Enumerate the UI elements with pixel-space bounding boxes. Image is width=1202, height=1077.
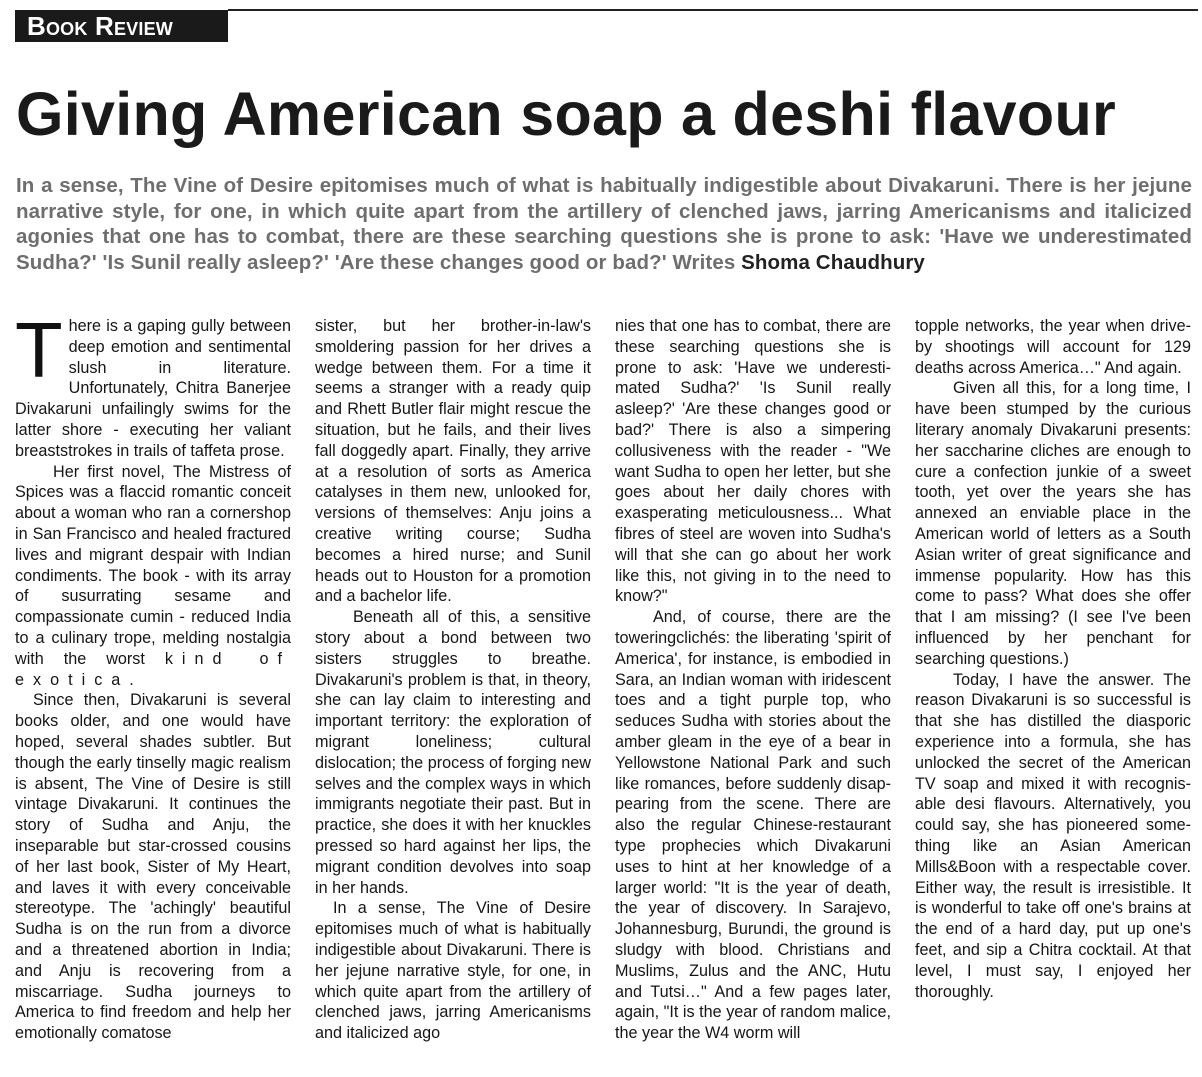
paragraph-5: Beneath all of this, a sensitive story about a bond between two sisters struggles to breathe. Divakaruni's problem is that, in theory, she can lay claim to interesting and important territory: the exploration of migrant loneliness; cultural dislocation; the process of forging new selves and the complex ways in which immigrants negotiate their past. But in practice, she does it with her knuckles pressed so hard against her lips, the migrant condition devolves into soap in her hands. <box>315 608 591 897</box>
paragraph-10: Given all this, for a long time, I have been stumped by the curious literary anomaly Divakaruni presents: her saccharine cliches are enough to cure a confection junkie of a sweet tooth, yet over the years she has annexed an enviable place in the American world of letters as a South Asian writer of great significance and immense popularity. How has this come to pass? What does she offer that I am missing? (I see I've been influenced by her penchant for searching questions.) <box>915 379 1191 668</box>
paragraph-1 <box>15 306 291 462</box>
column-4 <box>915 316 1191 1002</box>
paragraph-8: And, of course, there are the toweringclichés: the liberating 'spirit of America', for instance, is embodied in Sara, an Indian woman with iridescent toes and a tight purple top, who seduces Sudha with stories about the amber gleam in the eye of a bear in Yellowstone National Park and such like romances, before suddenly disappearing from the scene. There are also the regular Chinese-restaurant type prophecies which Divakaruni uses to hint at her knowledge of a larger world: "It is the year of death, the year of discovery. In Sarajevo, Johannesburg, Burundi, the ground is sludgy with blood. Christians and Muslims, Zulus and the ANC, Hutu and Tutsi…" And a few pages later, again, "It is the year of random malice, the year the W4 worm will <box>615 608 891 1043</box>
section-tag: Book Review <box>15 10 228 42</box>
column-3 <box>615 316 891 1044</box>
paragraph-11: Today, I have the answer. The reason Divakaruni is so successful is that she has distilled the diasporic experience into a formula, she has unlocked the secret of the American TV soap and mixed it with recognisable desi flavours. Alternatively, you could say, she has pioneered something like an Asian American Mills&Boon with a respectable cover. Either way, the result is irresistible. It is wonderful to take off one's brains at the end of a hard day, put up one's feet, and sip a Chitra cocktail. At that level, I must say, I enjoyed her thoroughly. <box>915 670 1191 1001</box>
paragraph-4: sister, but her brother-in-law's smoldering passion for her drives a wedge between them. For a time it seems a stranger with a ready quip and Rhett Butler flair might rescue the situation, but he fails, and their lives fall doggedly apart. Finally, they arrive at a resolution of sorts as America catalyses in them new, unlooked for, versions of themselves: Anju joins a creative writing course; Sudha becomes a hired nurse; and Sunil heads out to Houston for a promotion and a bachelor life. <box>315 317 591 606</box>
column-1 <box>15 306 291 1044</box>
paragraph-6: In a sense, The Vine of Desire epitomises much of what is habitually indigestible about Divakaruni. There is her jejune narrative style, for one, in which quite apart from the artillery of clenched jaws, jarring Americanisms and italicized ago <box>315 899 591 1043</box>
paragraph-2-tail: kind of exotica. <box>15 649 291 689</box>
paragraph-2 <box>15 462 291 691</box>
column-2 <box>315 316 591 1044</box>
paragraph-3: Since then, Divakaruni is several books older, and one would have hoped, several shades subtler. But though the early tinselly magic realism is absent, The Vine of Desire is still vintage Divakaruni. It continues the story of Sudha and Anju, the inseparable but star-crossed cousins of her last book, Sister of My Heart, and laves it with every conceivable stereotype. The 'achingly' beautiful Sudha is on the run from a divorce and a threatened abortion in India; and Anju is recovering from a miscarriage. Sudha journeys to America to find freedom and help her emotionally comatose <box>15 691 291 1043</box>
top-rule <box>228 9 1198 11</box>
paragraph-1-text: here is a gaping gully between deep emotion and sentimental slush in literature. Unfortunately, Chitra Banerjee Divakaruni unfailingly swims for the latter shore - executing her valiant breaststrokes in trails of taffeta prose. <box>15 317 291 460</box>
standfirst <box>16 173 1192 275</box>
byline-author: Shoma Chaudhury <box>741 250 925 274</box>
drop-cap: T <box>15 306 63 394</box>
headline: Giving American soap a deshi flavour <box>16 80 1117 148</box>
paragraph-7: nies that one has to combat, there are these searching questions she is prone to ask: 'Have we underestimated Sudha?' 'Is Sunil really asleep?' 'Are these changes good or bad?' There is also a simpering collusiveness with the reader - "We want Sudha to open her letter, but she goes about her daily chores with exasperating meticulousness... What fibres of steel are woven into Sudha's will that she can go about her work like this, not giving in to the need to know?" <box>615 317 891 606</box>
paragraph-9: topple networks, the year when drive-by shootings will account for 129 deaths across America…" And again. <box>915 317 1191 377</box>
paragraph-2-text: Her first novel, The Mistress of Spices was a flaccid romantic conceit about a woman who ran a cornershop in San Francisco and healed fractured lives and migrant despair with Indian condiments. The book - with its array of susurrating sesame and compassionate cumin - reduced India to a culinary trope, melding nostalgia with the worst <box>15 462 291 668</box>
standfirst-text: In a sense, The Vine of Desire epitomises much of what is habitually indigestible about Divakaruni. There is her jejune narrative style, for one, in which quite apart from the artillery of clenched jaws, jarring Americanisms and italicized agonies that one has to combat, there are these searching questions she is prone to ask: 'Have we underestimated Sudha?' 'Is Sunil really asleep?' 'Are these changes good or bad?' Writes <box>16 174 1192 274</box>
